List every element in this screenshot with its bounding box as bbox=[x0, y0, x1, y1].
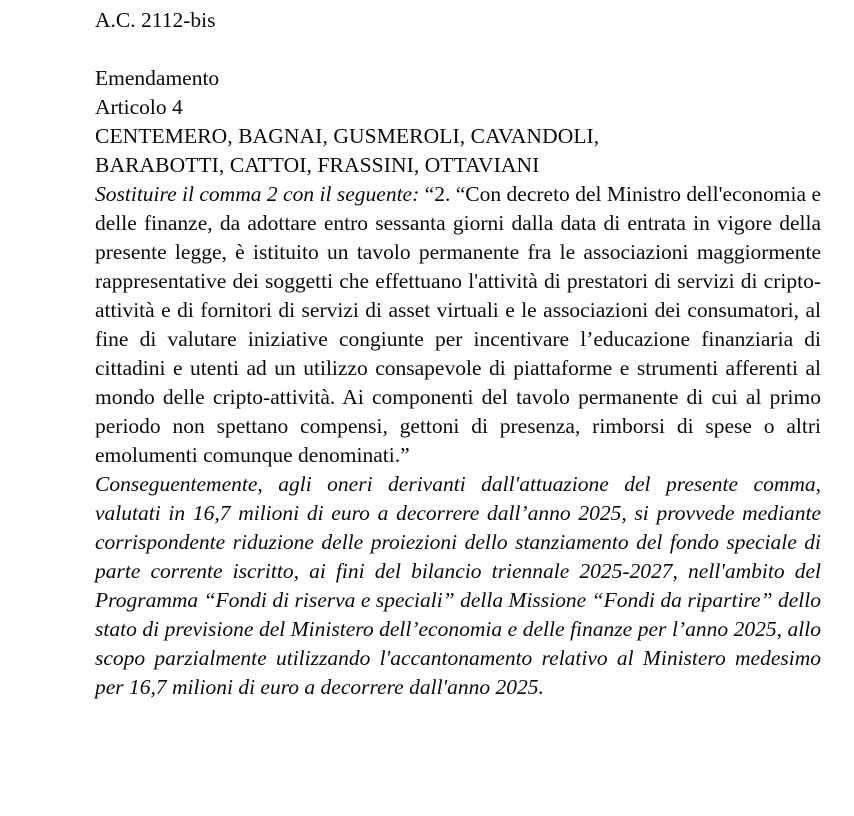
amendment-paragraph bbox=[95, 180, 821, 470]
amendment-replacement-text: “2. “Con decreto del Ministro dell'economia e delle finanze, da adottare entro sessanta giorni dalla data di entrata in vigore della presente legge, è istituito un tavolo permanente fra le associazioni maggiormente rappresentative dei soggetti che effettuano l'attività di prestatori di servizi di cripto-attività e di fornitori di servizi di asset virtuali e le associazioni dei consumatori, al fine di valutare iniziative congiunte per incentivare l’educazione finanziaria di cittadini e utenti ad un utilizzo consapevole di piattaforme e strumenti afferenti al mondo delle cripto-attività. Ai componenti del tavolo permanente di cui al primo periodo non spettano compensi, gettoni di presenza, rimborsi di spese o altri emolumenti comunque denominati.” bbox=[95, 182, 821, 467]
financial-coverage-paragraph: Conseguentemente, agli oneri derivanti dall'attuazione del presente comma, valutati in 16,7 milioni di euro a decorrere dall’anno 2025, si provvede mediante corrispondente riduzione delle proiezioni dello stanziamento del fondo speciale di parte corrente iscritto, ai fini del bilancio triennale 2025-2027, nell'ambito del Programma “Fondi di riserva e speciali” della Missione “Fondi da ripartire” dello stato di previsione del Ministero dell’economia e delle finanze per l’anno 2025, allo scopo parzialmente utilizzando l'accantonamento relativo al Ministero medesimo per 16,7 milioni di euro a decorrere dall'anno 2025. bbox=[95, 472, 821, 699]
header-spacer bbox=[95, 35, 821, 64]
sponsors-line-first: CENTEMERO, BAGNAI, GUSMEROLI, CAVANDOLI, bbox=[95, 124, 600, 148]
article-label: Articolo 4 bbox=[95, 95, 183, 119]
document-text-column bbox=[95, 0, 821, 702]
document-reference: A.C. 2112-bis bbox=[95, 8, 216, 32]
document-kind-label: Emendamento bbox=[95, 66, 220, 90]
sponsors-line-second: BARABOTTI, CATTOI, FRASSINI, OTTAVIANI bbox=[95, 153, 540, 177]
amendment-instruction: Sostituire il comma 2 con il seguente: bbox=[95, 182, 420, 206]
